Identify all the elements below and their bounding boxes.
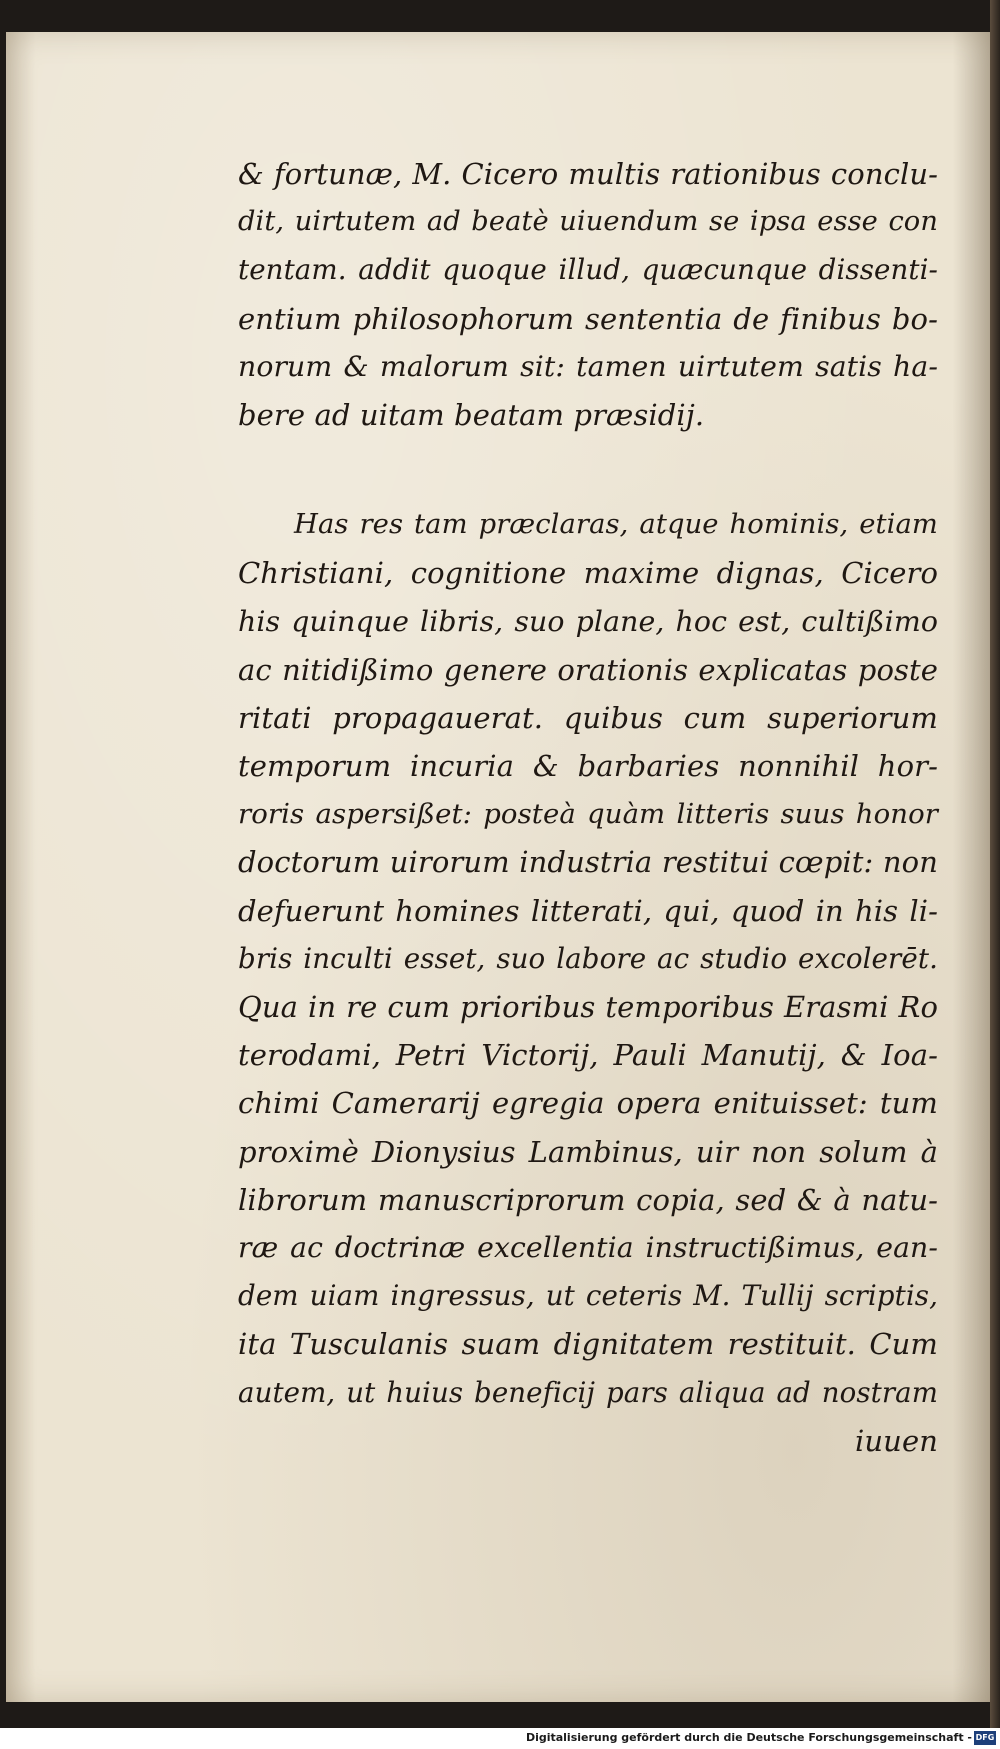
digitization-footer xyxy=(0,1728,1000,1749)
text-line: defuerunt homines litterati, qui, quod in his li- xyxy=(238,893,938,928)
book-page xyxy=(6,32,992,1702)
page-text xyxy=(238,150,938,1465)
text-line: librorum manuscriprorum copia, sed & à natu- xyxy=(238,1182,938,1217)
text-line: dit, uirtutem ad beatè uiuendum se ipsa esse con xyxy=(238,206,938,238)
text-line: chimi Camerarij egregia opera enituisset: tum xyxy=(238,1086,938,1121)
text-line: proximè Dionysius Lambinus, uir non solum à xyxy=(238,1134,938,1169)
text-line: Qua in re cum prioribus temporibus Erasmi Ro xyxy=(238,990,938,1024)
text-line: ræ ac doctrinæ excellentia instructißimus, ean- xyxy=(238,1230,938,1264)
text-line: terodami, Petri Victorij, Pauli Manutij, & Ioa- xyxy=(238,1038,938,1073)
text-line: doctorum uirorum industria restitui cœpit: non xyxy=(238,845,938,880)
text-line: bere ad uitam beatam præsidij. xyxy=(238,397,705,432)
text-line: ac nitidißimo genere orationis explicatas poste xyxy=(238,652,938,687)
text-line: temporum incuria & barbaries nonnihil hor- xyxy=(238,749,938,784)
paragraph-gap xyxy=(238,439,938,501)
text-line: tentam. addit quoque illud, quæcunque dissenti- xyxy=(238,253,938,287)
dfg-logo-icon: DFG xyxy=(974,1731,996,1745)
text-line: Christiani, cognitione maxime dignas, Cicero xyxy=(238,556,938,591)
book-edge xyxy=(990,0,1000,1749)
text-line: ritati propagauerat. quibus cum superiorum xyxy=(238,700,938,735)
text-line: norum & malorum sit: tamen uirtutem satis ha- xyxy=(238,349,938,383)
funding-credit: Digitalisierung gefördert durch die Deutsche Forschungsgemeinschaft - xyxy=(525,1731,972,1744)
text-line: dem uiam ingressus, ut ceteris M. Tullij scriptis, xyxy=(238,1279,938,1313)
text-line: & fortunæ, M. Cicero multis rationibus conclu- xyxy=(238,157,938,191)
text-line: entium philosophorum sententia de finibus bo- xyxy=(238,301,938,336)
text-line: roris aspersißet: posteà quàm litteris suus honor xyxy=(238,798,938,831)
text-line: his quinque libris, suo plane, hoc est, cultißimo xyxy=(238,604,938,638)
catchword: iuuen xyxy=(855,1423,938,1458)
text-line: ita Tusculanis suam dignitatem restituit. Cum xyxy=(238,1327,938,1362)
text-line: autem, ut huius beneficij pars aliqua ad nostram xyxy=(238,1375,938,1409)
text-line: bris inculti esset, suo labore ac studio excolerēt. xyxy=(238,941,938,975)
text-line: Has res tam præclaras, atque hominis, etiam xyxy=(294,509,938,541)
